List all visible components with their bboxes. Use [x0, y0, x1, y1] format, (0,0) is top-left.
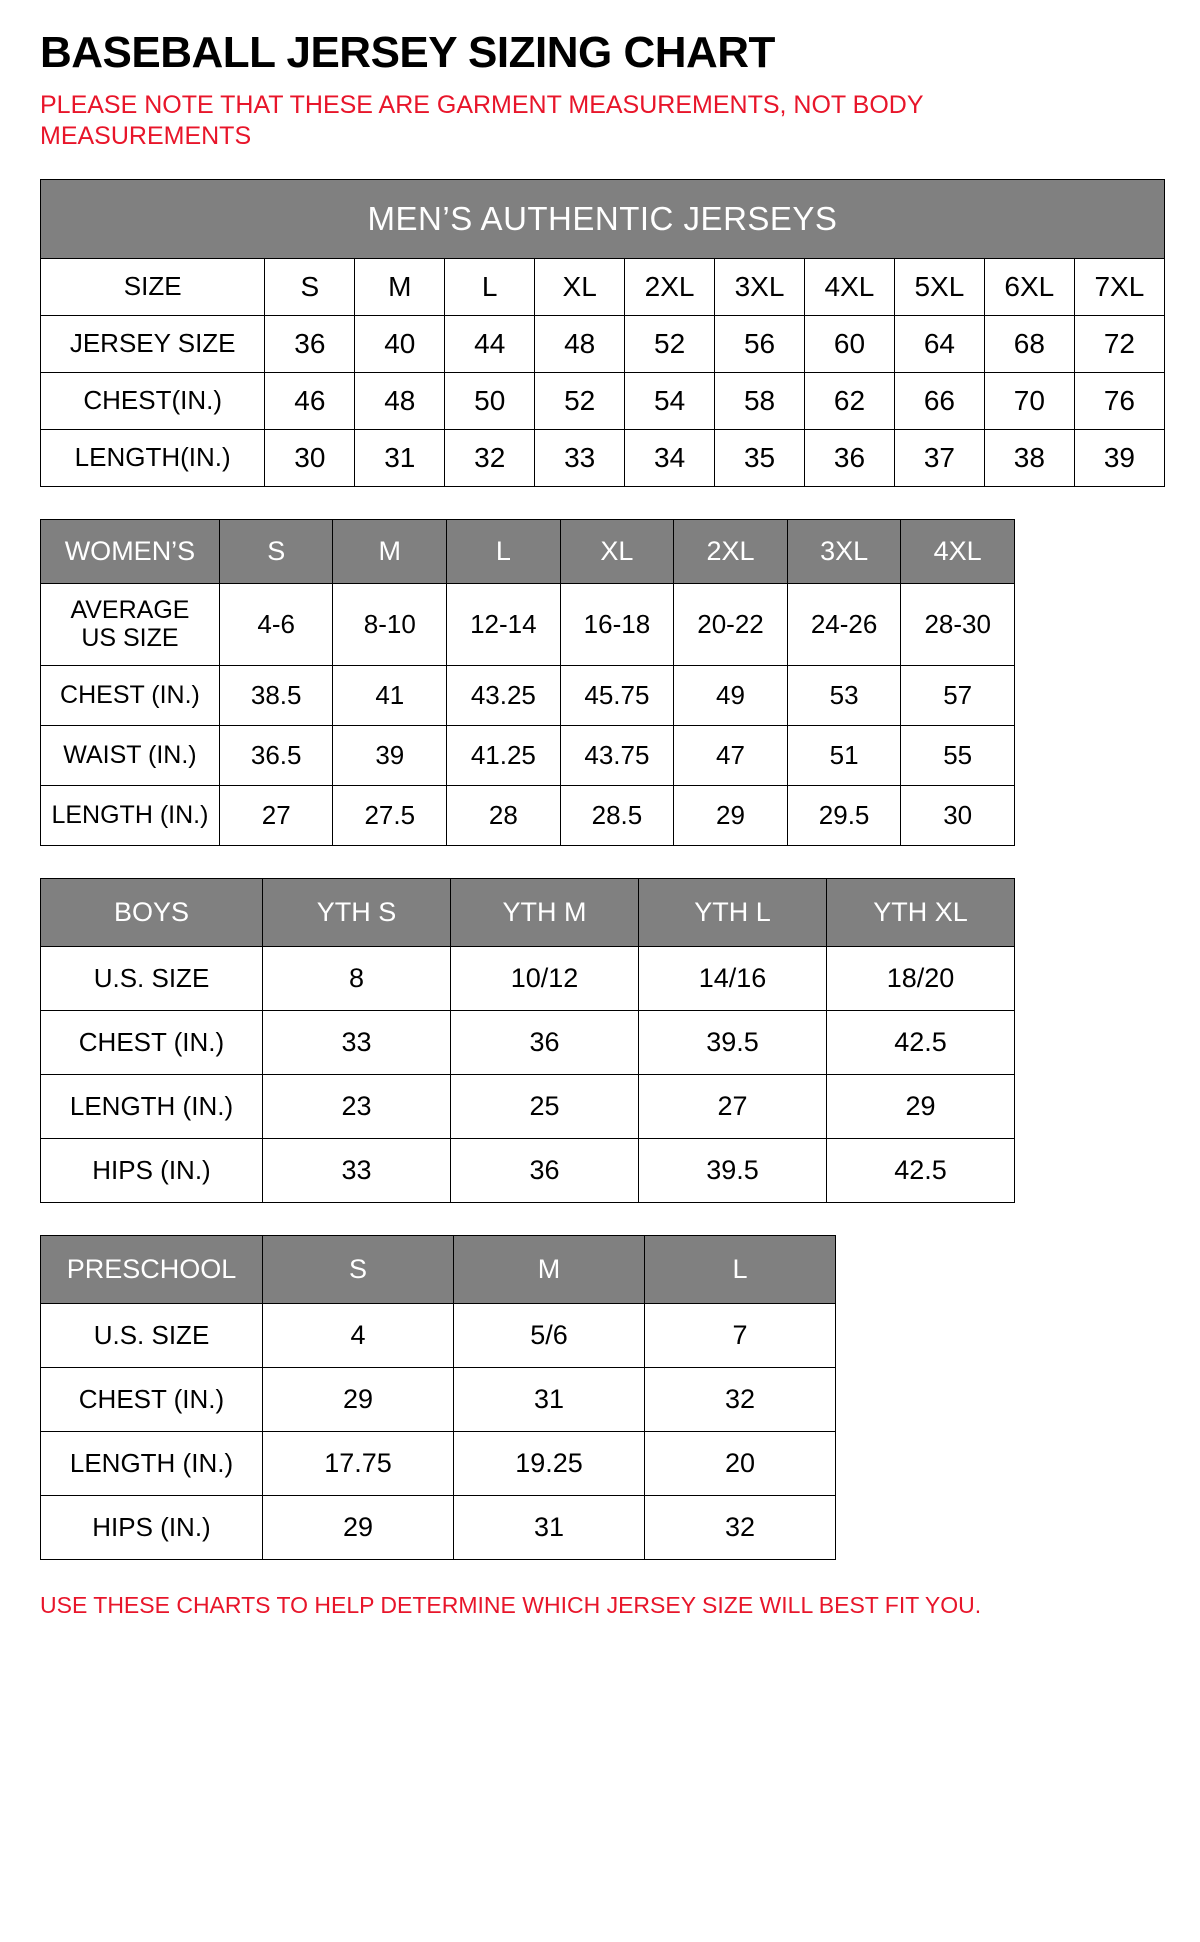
- row-label-us-size: U.S. SIZE: [41, 947, 263, 1011]
- women-chest-0: 38.5: [219, 666, 333, 726]
- row-label-length: LENGTH(IN.): [41, 429, 265, 486]
- table-row: [41, 583, 1015, 666]
- boys-us-1: 10/12: [451, 947, 639, 1011]
- men-length-5: 35: [715, 429, 805, 486]
- table-row: [41, 258, 1165, 315]
- preschool-sizing-table: [40, 1235, 836, 1560]
- men-chest-8: 70: [984, 372, 1074, 429]
- page-title: BASEBALL JERSEY SIZING CHART: [40, 28, 775, 77]
- men-size-5xl: 5XL: [894, 258, 984, 315]
- women-length-6: 30: [901, 786, 1015, 846]
- men-size-3xl: 3XL: [715, 258, 805, 315]
- women-waist-2: 41.25: [447, 726, 561, 786]
- row-label-length: LENGTH (IN.): [41, 786, 220, 846]
- men-length-1: 31: [355, 429, 445, 486]
- men-length-2: 32: [445, 429, 535, 486]
- table-row: [41, 1432, 836, 1496]
- men-length-7: 37: [894, 429, 984, 486]
- men-chest-3: 52: [535, 372, 625, 429]
- men-jersey-5: 56: [715, 315, 805, 372]
- table-row: [41, 1011, 1015, 1075]
- boys-hips-0: 33: [263, 1139, 451, 1203]
- boys-us-0: 8: [263, 947, 451, 1011]
- men-jersey-2: 44: [445, 315, 535, 372]
- boys-hips-3: 42.5: [827, 1139, 1015, 1203]
- men-size-xl: XL: [535, 258, 625, 315]
- table-row: [41, 1304, 836, 1368]
- row-label-jersey-size: JERSEY SIZE: [41, 315, 265, 372]
- women-size-l: L: [447, 519, 561, 583]
- row-label-waist: WAIST (IN.): [41, 726, 220, 786]
- women-chest-4: 49: [674, 666, 788, 726]
- men-chest-6: 62: [804, 372, 894, 429]
- women-waist-4: 47: [674, 726, 788, 786]
- men-jersey-6: 60: [804, 315, 894, 372]
- men-length-6: 36: [804, 429, 894, 486]
- boys-size-yth-m: YTH M: [451, 879, 639, 947]
- men-size-7xl: 7XL: [1074, 258, 1164, 315]
- women-length-3: 28.5: [560, 786, 674, 846]
- preschool-us-1: 5/6: [454, 1304, 645, 1368]
- women-us-0: 4-6: [219, 583, 333, 666]
- boys-length-2: 27: [639, 1075, 827, 1139]
- table-row: [41, 1496, 836, 1560]
- women-us-1: 8-10: [333, 583, 447, 666]
- preschool-hips-0: 29: [263, 1496, 454, 1560]
- row-label-length: LENGTH (IN.): [41, 1075, 263, 1139]
- women-length-1: 27.5: [333, 786, 447, 846]
- men-length-8: 38: [984, 429, 1074, 486]
- women-length-5: 29.5: [787, 786, 901, 846]
- preschool-us-2: 7: [645, 1304, 836, 1368]
- women-waist-6: 55: [901, 726, 1015, 786]
- men-chest-2: 50: [445, 372, 535, 429]
- men-chest-9: 76: [1074, 372, 1164, 429]
- womens-header-label: WOMEN’S: [41, 519, 220, 583]
- preschool-length-1: 19.25: [454, 1432, 645, 1496]
- row-label-size: SIZE: [41, 258, 265, 315]
- women-length-2: 28: [447, 786, 561, 846]
- preschool-chest-0: 29: [263, 1368, 454, 1432]
- preschool-hips-1: 31: [454, 1496, 645, 1560]
- men-jersey-1: 40: [355, 315, 445, 372]
- preschool-header-label: PRESCHOOL: [41, 1236, 263, 1304]
- men-chest-1: 48: [355, 372, 445, 429]
- women-chest-5: 53: [787, 666, 901, 726]
- mens-banner: MEN’S AUTHENTIC JERSEYS: [41, 179, 1165, 258]
- preschool-size-m: M: [454, 1236, 645, 1304]
- men-size-l: L: [445, 258, 535, 315]
- men-length-4: 34: [625, 429, 715, 486]
- boys-length-3: 29: [827, 1075, 1015, 1139]
- preschool-chest-2: 32: [645, 1368, 836, 1432]
- row-label-chest: CHEST (IN.): [41, 1011, 263, 1075]
- table-row: [41, 1075, 1015, 1139]
- row-label-us-size: AVERAGE US SIZE: [41, 583, 220, 666]
- table-row: [41, 666, 1015, 726]
- preschool-chest-1: 31: [454, 1368, 645, 1432]
- preschool-size-l: L: [645, 1236, 836, 1304]
- table-row: [41, 429, 1165, 486]
- men-jersey-7: 64: [894, 315, 984, 372]
- boys-length-0: 23: [263, 1075, 451, 1139]
- table-row: [41, 372, 1165, 429]
- men-length-3: 33: [535, 429, 625, 486]
- women-us-5: 24-26: [787, 583, 901, 666]
- women-waist-1: 39: [333, 726, 447, 786]
- boys-size-yth-l: YTH L: [639, 879, 827, 947]
- row-label-chest: CHEST(IN.): [41, 372, 265, 429]
- women-size-3xl: 3XL: [787, 519, 901, 583]
- women-us-6: 28-30: [901, 583, 1015, 666]
- table-row: [41, 879, 1015, 947]
- boys-chest-2: 39.5: [639, 1011, 827, 1075]
- boys-us-3: 18/20: [827, 947, 1015, 1011]
- boys-us-2: 14/16: [639, 947, 827, 1011]
- preschool-hips-2: 32: [645, 1496, 836, 1560]
- women-size-4xl: 4XL: [901, 519, 1015, 583]
- women-us-2: 12-14: [447, 583, 561, 666]
- women-length-0: 27: [219, 786, 333, 846]
- women-chest-2: 43.25: [447, 666, 561, 726]
- men-size-6xl: 6XL: [984, 258, 1074, 315]
- women-chest-1: 41: [333, 666, 447, 726]
- women-size-s: S: [219, 519, 333, 583]
- boys-hips-2: 39.5: [639, 1139, 827, 1203]
- boys-chest-1: 36: [451, 1011, 639, 1075]
- row-label-us-size: U.S. SIZE: [41, 1304, 263, 1368]
- women-length-4: 29: [674, 786, 788, 846]
- women-chest-6: 57: [901, 666, 1015, 726]
- women-waist-3: 43.75: [560, 726, 674, 786]
- men-size-4xl: 4XL: [804, 258, 894, 315]
- boys-chest-0: 33: [263, 1011, 451, 1075]
- row-label-chest: CHEST (IN.): [41, 1368, 263, 1432]
- men-jersey-4: 52: [625, 315, 715, 372]
- men-length-0: 30: [265, 429, 355, 486]
- women-us-4: 20-22: [674, 583, 788, 666]
- men-jersey-3: 48: [535, 315, 625, 372]
- table-row: [41, 519, 1015, 583]
- boys-length-1: 25: [451, 1075, 639, 1139]
- row-label-hips: HIPS (IN.): [41, 1139, 263, 1203]
- table-row: [41, 1368, 836, 1432]
- women-size-2xl: 2XL: [674, 519, 788, 583]
- men-chest-7: 66: [894, 372, 984, 429]
- row-label-hips: HIPS (IN.): [41, 1496, 263, 1560]
- boys-size-yth-xl: YTH XL: [827, 879, 1015, 947]
- preschool-us-0: 4: [263, 1304, 454, 1368]
- table-row: [41, 315, 1165, 372]
- boys-chest-3: 42.5: [827, 1011, 1015, 1075]
- boys-header-label: BOYS: [41, 879, 263, 947]
- men-length-9: 39: [1074, 429, 1164, 486]
- women-us-3: 16-18: [560, 583, 674, 666]
- women-size-xl: XL: [560, 519, 674, 583]
- table-row: [41, 786, 1015, 846]
- men-chest-5: 58: [715, 372, 805, 429]
- boys-sizing-table: [40, 878, 1015, 1203]
- men-jersey-0: 36: [265, 315, 355, 372]
- men-size-m: M: [355, 258, 445, 315]
- preschool-size-s: S: [263, 1236, 454, 1304]
- men-size-2xl: 2XL: [625, 258, 715, 315]
- men-jersey-9: 72: [1074, 315, 1164, 372]
- women-waist-0: 36.5: [219, 726, 333, 786]
- women-chest-3: 45.75: [560, 666, 674, 726]
- women-size-m: M: [333, 519, 447, 583]
- preschool-length-2: 20: [645, 1432, 836, 1496]
- table-row: [41, 947, 1015, 1011]
- table-row: [41, 1139, 1015, 1203]
- men-chest-0: 46: [265, 372, 355, 429]
- mens-sizing-table: [40, 179, 1165, 487]
- table-row: [41, 179, 1165, 258]
- row-label-chest: CHEST (IN.): [41, 666, 220, 726]
- boys-hips-1: 36: [451, 1139, 639, 1203]
- footer-note: USE THESE CHARTS TO HELP DETERMINE WHICH JERSEY SIZE WILL BEST FIT YOU.: [40, 1592, 982, 1619]
- boys-size-yth-s: YTH S: [263, 879, 451, 947]
- women-waist-5: 51: [787, 726, 901, 786]
- preschool-length-0: 17.75: [263, 1432, 454, 1496]
- table-row: [41, 726, 1015, 786]
- men-jersey-8: 68: [984, 315, 1074, 372]
- womens-sizing-table: [40, 519, 1015, 847]
- measurement-note: PLEASE NOTE THAT THESE ARE GARMENT MEASUREMENTS, NOT BODY MEASUREMENTS: [40, 91, 924, 151]
- men-chest-4: 54: [625, 372, 715, 429]
- men-size-s: S: [265, 258, 355, 315]
- row-label-length: LENGTH (IN.): [41, 1432, 263, 1496]
- table-row: [41, 1236, 836, 1304]
